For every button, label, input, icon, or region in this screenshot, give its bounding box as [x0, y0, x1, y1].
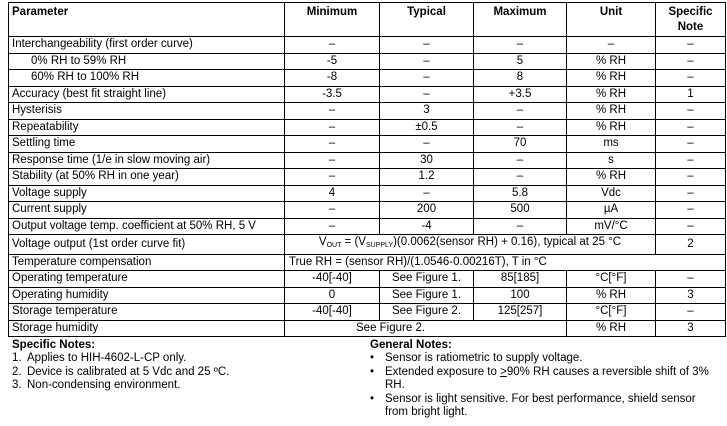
note-text: Device is calibrated at 5 Vdc and 25 ºC.: [27, 365, 230, 378]
table-row-voltage-output: [9, 235, 726, 255]
param-cell: Hysterisis: [9, 103, 285, 120]
formula-rest: )(0.0062(sensor RH) + 0.16), typical at 25 °C: [393, 236, 622, 248]
table-body-special: [9, 235, 726, 271]
unit-cell: –: [567, 37, 656, 54]
param-cell: 60% RH to 100% RH: [9, 70, 285, 87]
header-maximum: Maximum: [474, 3, 567, 37]
minimum-cell: 4: [285, 185, 380, 202]
note-number: 3.: [12, 379, 22, 391]
formula-v-out-subscript: OUT: [326, 242, 342, 249]
note-text-gte: >: [500, 365, 507, 378]
note-cell: 2: [656, 235, 726, 255]
table-row: [9, 103, 726, 120]
typical-cell: 3: [380, 103, 474, 120]
maximum-cell: –: [474, 218, 567, 235]
minimum-cell: –: [285, 218, 380, 235]
note-cell: 3: [656, 320, 726, 337]
param-cell: Accuracy (best fit straight line): [9, 86, 285, 103]
table-row-storage-humidity: [9, 320, 726, 337]
table-row: [9, 70, 726, 87]
general-notes: [370, 339, 720, 420]
param-cell: Voltage supply: [9, 185, 285, 202]
formula-v: V: [318, 236, 327, 248]
typical-cell: See Figure 2.: [380, 304, 474, 321]
param-cell: Output voltage temp. coefficient at 50% RH, 5 V: [9, 218, 285, 235]
note-cell: –: [656, 70, 726, 87]
voltage-output-formula: [285, 235, 656, 255]
maximum-cell: –: [474, 152, 567, 169]
unit-cell: % RH: [567, 70, 656, 87]
table-row: [9, 53, 726, 70]
table-body-2: [9, 271, 726, 321]
unit-cell: µA: [567, 202, 656, 219]
note-cell: –: [656, 218, 726, 235]
specific-notes: [12, 339, 352, 393]
minimum-cell: -40[-40]: [285, 271, 380, 288]
minimum-cell: –: [285, 103, 380, 120]
table-row-temp-compensation: [9, 254, 726, 271]
unit-cell: % RH: [567, 287, 656, 304]
table-row: [9, 136, 726, 153]
general-notes-list: [370, 352, 720, 420]
typical-cell: See Figure 1.: [380, 287, 474, 304]
unit-cell: % RH: [567, 53, 656, 70]
typical-cell: –: [380, 86, 474, 103]
maximum-cell: 85[185]: [474, 271, 567, 288]
note-text-post: 90% RH causes a reversible shift of 3% RH.: [385, 365, 709, 391]
typical-cell: See Figure 1.: [380, 271, 474, 288]
typical-cell: 1.2: [380, 169, 474, 186]
maximum-cell: 5.8: [474, 185, 567, 202]
maximum-cell: +3.5: [474, 86, 567, 103]
minimum-cell: –: [285, 119, 380, 136]
note-text: Sensor is ratiometric to supply voltage.: [385, 352, 583, 364]
header-typical: Typical: [380, 3, 474, 37]
list-item: [12, 379, 352, 393]
maximum-cell: –: [474, 103, 567, 120]
list-item: [12, 366, 352, 380]
note-number: 1.: [12, 352, 22, 364]
specific-notes-title: Specific Notes:: [12, 339, 96, 351]
param-cell: Storage humidity: [9, 320, 285, 337]
note-cell: –: [656, 53, 726, 70]
general-notes-title: General Notes:: [370, 339, 452, 351]
param-cell: Current supply: [9, 202, 285, 219]
unit-cell: °C[°F]: [567, 304, 656, 321]
unit-cell: s: [567, 152, 656, 169]
note-cell: 1: [656, 86, 726, 103]
list-item: [370, 393, 720, 420]
note-cell: –: [656, 271, 726, 288]
specification-table: [8, 2, 726, 337]
param-cell: Interchangeability (first order curve): [9, 37, 285, 54]
list-item: [12, 352, 352, 366]
maximum-cell: 100: [474, 287, 567, 304]
note-cell: –: [656, 119, 726, 136]
note-text: Non-condensing environment.: [27, 379, 181, 391]
typical-cell: –: [380, 37, 474, 54]
minimum-cell: -8: [285, 70, 380, 87]
param-cell: Storage temperature: [9, 304, 285, 321]
temp-compensation-formula: True RH = (sensor RH)/(1.0546-0.00216T), T in °C: [285, 254, 726, 271]
bullet-icon: •: [370, 365, 375, 378]
unit-cell: % RH: [567, 169, 656, 186]
maximum-cell: 70: [474, 136, 567, 153]
header-unit: Unit: [567, 3, 656, 37]
param-cell: Repeatability: [9, 119, 285, 136]
bullet-icon: •: [370, 352, 375, 364]
minimum-cell: –: [285, 37, 380, 54]
table-body: [9, 37, 726, 235]
maximum-cell: 125[257]: [474, 304, 567, 321]
header-parameter: Parameter: [9, 3, 285, 37]
typical-cell: -4: [380, 218, 474, 235]
list-item: [370, 366, 720, 393]
note-text: Applies to HIH-4602-L-CP only.: [27, 352, 187, 364]
table-row: [9, 86, 726, 103]
unit-cell: % RH: [567, 103, 656, 120]
minimum-cell: 0: [285, 287, 380, 304]
unit-cell: mV/°C: [567, 218, 656, 235]
typical-cell: 200: [380, 202, 474, 219]
table-row: [9, 202, 726, 219]
param-cell: 0% RH to 59% RH: [9, 53, 285, 70]
table-row: [9, 152, 726, 169]
table-row: [9, 37, 726, 54]
minimum-cell: –: [285, 202, 380, 219]
storage-humidity-text: See Figure 2.: [285, 320, 567, 337]
table-row: [9, 119, 726, 136]
typical-cell: –: [380, 185, 474, 202]
note-cell: –: [656, 37, 726, 54]
maximum-cell: –: [474, 37, 567, 54]
header-row: [9, 3, 726, 37]
maximum-cell: –: [474, 169, 567, 186]
unit-cell: % RH: [567, 86, 656, 103]
typical-cell: 30: [380, 152, 474, 169]
param-cell: Settling time: [9, 136, 285, 153]
header-minimum: Minimum: [285, 3, 380, 37]
formula-eq: = (V: [341, 236, 366, 248]
minimum-cell: –: [285, 169, 380, 186]
note-text: Sensor is light sensitive. For best performance, shield sensor from bright light.: [385, 392, 696, 418]
note-cell: –: [656, 169, 726, 186]
minimum-cell: -3.5: [285, 86, 380, 103]
param-cell: Operating temperature: [9, 271, 285, 288]
table-row: [9, 185, 726, 202]
table-row: [9, 287, 726, 304]
unit-cell: % RH: [567, 320, 656, 337]
param-cell: Voltage output (1st order curve fit): [9, 235, 285, 255]
note-cell: –: [656, 185, 726, 202]
note-cell: 3: [656, 287, 726, 304]
list-item: [370, 352, 720, 366]
table-body-storage: [9, 320, 726, 337]
table-row: [9, 304, 726, 321]
param-cell: Stability (at 50% RH in one year): [9, 169, 285, 186]
note-cell: –: [656, 103, 726, 120]
specific-notes-list: [12, 352, 352, 393]
unit-cell: ms: [567, 136, 656, 153]
note-number: 2.: [12, 365, 22, 378]
maximum-cell: 8: [474, 70, 567, 87]
note-cell: –: [656, 136, 726, 153]
param-cell: Response time (1/e in slow moving air): [9, 152, 285, 169]
note-cell: –: [656, 152, 726, 169]
maximum-cell: –: [474, 119, 567, 136]
header-specific-note: Specific Note: [656, 3, 726, 37]
unit-cell: % RH: [567, 119, 656, 136]
note-text-pre: Extended exposure to: [385, 365, 501, 378]
typical-cell: –: [380, 70, 474, 87]
table-row: [9, 169, 726, 186]
table-row: [9, 218, 726, 235]
typical-cell: ±0.5: [380, 119, 474, 136]
minimum-cell: -40[-40]: [285, 304, 380, 321]
minimum-cell: -5: [285, 53, 380, 70]
formula-supply-subscript: SUPPLY: [365, 242, 394, 249]
maximum-cell: 5: [474, 53, 567, 70]
typical-cell: –: [380, 53, 474, 70]
table-row: [9, 271, 726, 288]
bullet-icon: •: [370, 392, 375, 405]
unit-cell: °C[°F]: [567, 271, 656, 288]
note-cell: –: [656, 304, 726, 321]
minimum-cell: –: [285, 136, 380, 153]
param-cell: Temperature compensation: [9, 254, 285, 271]
maximum-cell: 500: [474, 202, 567, 219]
typical-cell: –: [380, 136, 474, 153]
param-cell: Operating humidity: [9, 287, 285, 304]
minimum-cell: –: [285, 152, 380, 169]
note-cell: –: [656, 202, 726, 219]
unit-cell: Vdc: [567, 185, 656, 202]
